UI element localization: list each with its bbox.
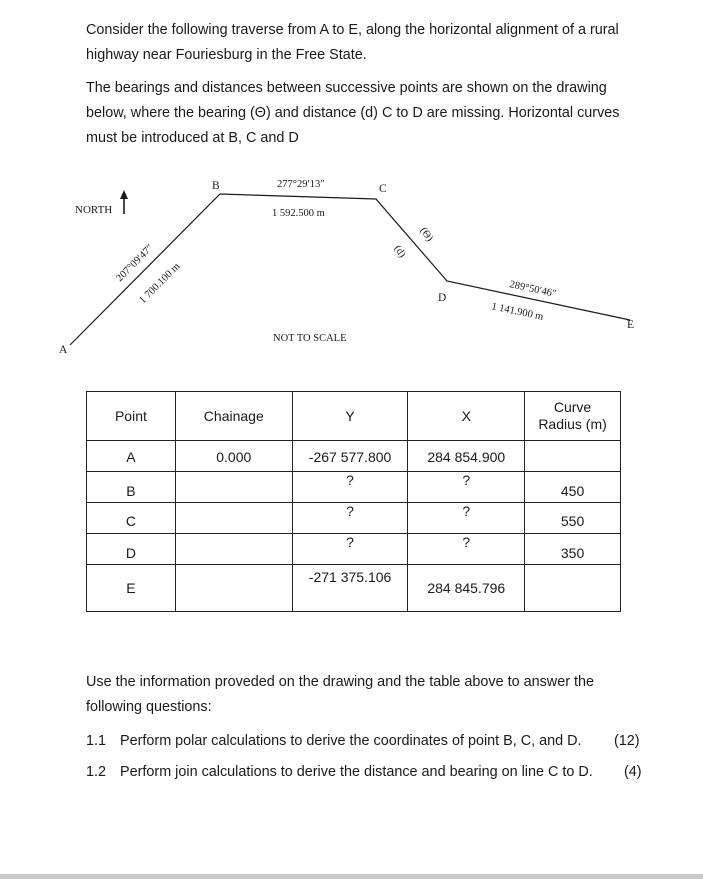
cell-radius: 350: [560, 545, 585, 561]
cell-point: D: [125, 545, 136, 561]
questions-intro-1: Use the information proveded on the drawing and the table above to answer the: [86, 674, 595, 690]
cell-y: ?: [346, 472, 354, 488]
header-chainage: Chainage: [175, 392, 292, 441]
questions-intro-2: following questions:: [86, 699, 212, 715]
cd-bearing-label: (Θ): [417, 225, 435, 244]
cell-chainage: 0.000: [216, 449, 252, 465]
ab-bearing-label: 207°09′47″: [114, 242, 156, 285]
intro-line-1: Consider the following traverse from A to E, along the horizontal alignment of a rural: [86, 22, 619, 38]
bc-distance-label: 1 592.500 m: [272, 208, 325, 219]
cd-distance-label: (d): [391, 243, 408, 260]
intro-line-3: The bearings and distances between successive points are shown on the drawing: [86, 80, 607, 96]
cell-point: A: [126, 449, 136, 465]
cell-y: ?: [346, 503, 354, 519]
cell-x: ?: [462, 503, 471, 519]
intro-line-5: must be introduced at B, C and D: [86, 130, 299, 146]
header-curve-radius: [525, 392, 621, 441]
table-row: [87, 534, 621, 565]
point-label-a: A: [59, 344, 68, 356]
de-bearing-label: 289°50′46″: [508, 279, 558, 300]
question-number: 1.1: [86, 733, 107, 749]
table-row: [87, 472, 621, 503]
header-radius: Radius (m): [538, 416, 607, 432]
scale-note: NOT TO SCALE: [273, 333, 347, 344]
point-label-d: D: [438, 292, 447, 304]
intro-line-4: below, where the bearing (Θ) and distance (d) C to D are missing. Horizontal curves: [86, 105, 620, 121]
cell-x: ?: [462, 472, 471, 488]
cell-x: 284 854.900: [427, 449, 506, 465]
table-row: [87, 503, 621, 534]
table-header-row: [87, 392, 621, 441]
page-bottom-divider: [0, 874, 703, 879]
traverse-line: [70, 194, 630, 345]
north-arrow-icon: [120, 190, 128, 214]
cell-point: B: [126, 483, 136, 499]
de-distance-label: 1 141.900 m: [490, 301, 545, 323]
header-curve: Curve: [553, 399, 592, 415]
ab-distance-label: 1 700.100 m: [137, 261, 183, 307]
cell-point: C: [125, 513, 136, 529]
header-point: Point: [87, 392, 176, 441]
cell-y: -271 375.106: [308, 569, 392, 585]
traverse-drawing: [0, 170, 703, 370]
point-label-c: C: [379, 183, 387, 195]
cell-radius: 550: [560, 513, 585, 529]
cell-point: E: [126, 580, 136, 596]
question-marks: (12): [614, 733, 640, 749]
question-text: Perform polar calculations to derive the coordinates of point B, C, and D.: [120, 733, 582, 749]
header-y: Y: [292, 392, 408, 441]
question-marks: (4): [624, 764, 642, 780]
table-row: [87, 565, 621, 612]
question-text: Perform join calculations to derive the distance and bearing on line C to D.: [120, 764, 593, 780]
header-x: X: [408, 392, 525, 441]
cell-radius: 450: [560, 483, 585, 499]
question-number: 1.2: [86, 764, 107, 780]
point-label-e: E: [627, 319, 635, 331]
intro-line-2: highway near Fouriesburg in the Free State.: [86, 47, 367, 63]
point-label-b: B: [212, 180, 220, 192]
cell-y: ?: [346, 534, 354, 550]
cell-x: ?: [462, 534, 471, 550]
table-row: [87, 441, 621, 472]
north-label: NORTH: [75, 204, 113, 216]
cell-y: -267 577.800: [308, 449, 392, 465]
traverse-table: [86, 391, 621, 612]
bc-bearing-label: 277°29′13″: [277, 179, 325, 190]
cell-x: 284 845.796: [427, 580, 506, 596]
